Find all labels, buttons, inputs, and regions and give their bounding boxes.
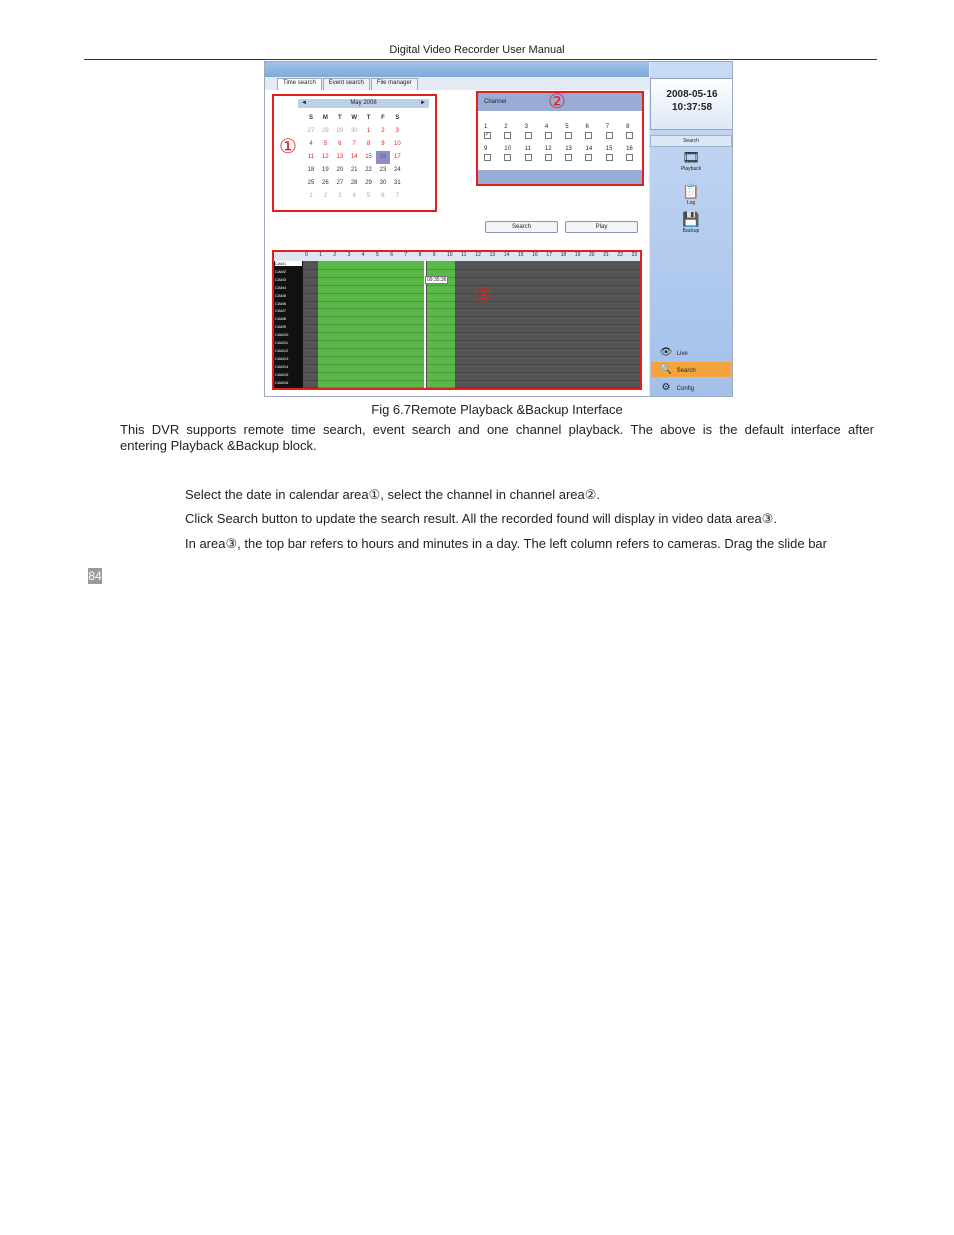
hour-tick-label: 11 xyxy=(461,252,467,258)
playback-icon: 🎞 xyxy=(682,149,700,165)
tab-event-search[interactable]: Event search xyxy=(323,78,370,90)
prev-month-icon[interactable]: ◄ xyxy=(301,100,307,106)
channel-number: 6 xyxy=(585,124,589,130)
magnifier-icon: 🔍 xyxy=(659,364,673,375)
cursor-time-label: 09:35:36 xyxy=(427,277,447,283)
channel-area xyxy=(476,91,644,186)
day-of-week-label: S xyxy=(395,115,400,121)
channel-number: 7 xyxy=(605,124,610,130)
channel-checkbox[interactable] xyxy=(606,154,613,161)
clock-display xyxy=(650,78,733,130)
calendar-day[interactable]: 6 xyxy=(381,193,385,199)
calendar-day[interactable]: 26 xyxy=(322,180,329,186)
channel-title: Channel xyxy=(484,99,507,105)
calendar-day[interactable]: 24 xyxy=(394,167,401,173)
hour-tick-label: 3 xyxy=(347,252,351,258)
camera-label[interactable]: CAM13 xyxy=(275,355,289,361)
calendar-day[interactable]: 7 xyxy=(352,141,356,147)
calendar-day[interactable]: 29 xyxy=(336,128,344,134)
log-label: Log xyxy=(686,200,696,206)
camera-row-divider xyxy=(303,387,640,388)
channel-checkbox-item[interactable] xyxy=(545,145,565,161)
nav-config[interactable] xyxy=(651,380,731,395)
hour-tick-label: 2 xyxy=(333,252,337,258)
intro-paragraph-line2: entering Playback &Backup block. xyxy=(120,438,317,453)
channel-checkbox[interactable] xyxy=(585,154,592,161)
playback-item[interactable] xyxy=(676,148,706,172)
tab-file-manager[interactable]: File manager xyxy=(371,78,418,90)
channel-checkbox-item[interactable] xyxy=(565,145,585,161)
camera-label[interactable]: CAM15 xyxy=(275,371,289,377)
nav-live[interactable] xyxy=(651,345,731,360)
header-title: Digital Video Recorder User Manual xyxy=(389,44,565,56)
camera-label[interactable]: CAM2 xyxy=(275,268,287,274)
camera-label[interactable]: CAM12 xyxy=(275,347,289,353)
calendar-grid xyxy=(304,112,434,203)
hour-tick-label: 15 xyxy=(518,252,524,258)
calendar-day[interactable]: 30 xyxy=(350,128,358,134)
camera-row-divider xyxy=(303,293,640,294)
camera-column xyxy=(274,261,303,388)
camera-row-divider xyxy=(303,301,640,302)
calendar-day[interactable]: 20 xyxy=(336,167,344,173)
channel-number: 4 xyxy=(544,124,549,130)
channel-checkbox[interactable] xyxy=(525,154,532,161)
channel-checkbox[interactable] xyxy=(545,154,552,161)
calendar-day[interactable]: 1 xyxy=(366,128,371,134)
hour-tick-label: 5 xyxy=(376,252,379,258)
calendar-day[interactable]: 13 xyxy=(336,154,344,160)
channel-checkbox-item[interactable] xyxy=(525,123,545,139)
camera-row-divider xyxy=(303,308,640,309)
channel-checkbox-item[interactable] xyxy=(484,145,504,161)
calendar-day[interactable]: 28 xyxy=(322,128,329,134)
list-item: Select the date in calendar area①, select the channel in channel area②. xyxy=(185,487,601,502)
hour-tick-label: 1 xyxy=(319,252,322,258)
day-of-week-label: W xyxy=(351,115,357,121)
calendar-day[interactable]: 11 xyxy=(307,154,315,160)
camera-label[interactable]: CAM7 xyxy=(275,308,287,314)
channel-checkbox-item[interactable] xyxy=(565,123,585,139)
camera-label[interactable]: CAM14 xyxy=(275,363,289,369)
calendar-day[interactable]: 4 xyxy=(309,141,313,147)
calendar-day[interactable]: 8 xyxy=(366,141,371,147)
channel-number: 8 xyxy=(626,124,630,130)
day-of-week-label: T xyxy=(366,115,371,121)
camera-label[interactable]: CAM1 xyxy=(275,261,302,266)
calendar-day[interactable]: 21 xyxy=(350,167,358,173)
day-of-week-label: T xyxy=(337,115,342,121)
dvr-screenshot-figure xyxy=(264,61,733,397)
calendar-day[interactable]: 28 xyxy=(350,180,358,186)
eye-icon: 👁 xyxy=(659,347,673,358)
calendar-day[interactable]: 5 xyxy=(366,193,371,199)
channel-number: 11 xyxy=(524,146,531,152)
channel-checkbox[interactable] xyxy=(565,132,572,139)
channel-checkbox-item[interactable] xyxy=(504,123,524,139)
calendar-day[interactable]: 17 xyxy=(394,154,401,160)
calendar-day[interactable]: 6 xyxy=(338,141,342,147)
channel-checkbox-item[interactable] xyxy=(545,123,565,139)
channel-checkbox-item[interactable] xyxy=(606,123,626,139)
hour-tick-label: 20 xyxy=(589,252,595,258)
calendar-day[interactable]: 27 xyxy=(307,128,315,134)
calendar-day[interactable]: 31 xyxy=(394,180,401,186)
channel-checkbox[interactable] xyxy=(626,154,633,161)
channel-checkbox[interactable] xyxy=(525,132,532,139)
side-panel xyxy=(650,62,732,396)
main-panel xyxy=(265,90,649,396)
calendar-day[interactable]: 27 xyxy=(336,180,344,186)
next-month-icon[interactable]: ► xyxy=(420,100,426,106)
hour-tick-label: 17 xyxy=(546,252,552,258)
channel-checkbox-item[interactable] xyxy=(606,145,626,161)
camera-row-divider xyxy=(303,348,640,349)
playback-label: Playback xyxy=(680,166,702,172)
camera-label[interactable]: CAM10 xyxy=(275,332,289,338)
hour-tick-label: 9 xyxy=(432,252,436,258)
calendar-day[interactable]: 2 xyxy=(323,193,328,199)
list-item: In area③, the top bar refers to hours and minutes in a day. The left column refers to cameras. Drag the slide bar xyxy=(185,536,827,551)
camera-row-divider xyxy=(303,316,640,317)
config-icon: ⚙ xyxy=(661,382,671,393)
channel-footer xyxy=(478,170,642,184)
channel-checkbox[interactable] xyxy=(484,154,491,161)
hour-tick-label: 13 xyxy=(489,252,496,258)
channel-checkbox[interactable] xyxy=(626,132,633,139)
area-marker-3: ③ xyxy=(474,285,492,307)
camera-label[interactable]: CAM8 xyxy=(275,316,287,322)
log-item[interactable] xyxy=(676,182,706,206)
channel-checkbox-item[interactable] xyxy=(484,123,504,139)
camera-row-divider xyxy=(303,277,640,278)
nav-search[interactable] xyxy=(651,362,731,377)
calendar-day[interactable]: 19 xyxy=(322,167,329,173)
camera-row-divider xyxy=(303,372,640,373)
backup-item[interactable] xyxy=(676,210,706,234)
channel-number: 1 xyxy=(484,124,488,130)
hour-ruler[interactable] xyxy=(274,252,640,261)
list-item: Click Search button to update the search result. All the recorded found will display in video data area③. xyxy=(185,511,777,526)
calendar-day[interactable]: 10 xyxy=(394,141,401,147)
channel-checkbox[interactable] xyxy=(545,132,552,139)
channel-number: 14 xyxy=(585,146,593,152)
camera-row-divider xyxy=(303,332,640,333)
camera-row-divider xyxy=(303,356,640,357)
calendar-day[interactable]: 25 xyxy=(307,180,315,186)
intro-paragraph-line1: This DVR supports remote time search, event search and one channel playback. The above is the default interface after xyxy=(120,422,874,437)
calendar-day[interactable]: 29 xyxy=(365,180,372,186)
side-section-title: Search xyxy=(650,135,732,147)
channel-checkbox[interactable] xyxy=(606,132,613,139)
backup-icon: 💾 xyxy=(682,211,700,227)
camera-row-divider xyxy=(303,269,640,270)
camera-label[interactable]: CAM9 xyxy=(275,324,287,330)
hour-tick-label: 7 xyxy=(404,252,408,258)
nav-search-label: Search xyxy=(676,368,696,374)
area-marker-1: ① xyxy=(279,136,297,158)
calendar-day[interactable]: 3 xyxy=(338,193,342,199)
channel-row xyxy=(484,123,646,139)
title-strip xyxy=(265,62,649,77)
hour-tick-label: 4 xyxy=(361,252,365,258)
camera-row-divider xyxy=(303,324,640,325)
calendar-day[interactable]: 16 xyxy=(376,151,390,164)
backup-label: Backup xyxy=(682,228,700,234)
calendar-day[interactable]: 2 xyxy=(381,128,385,134)
channel-number: 13 xyxy=(565,146,572,152)
camera-label[interactable]: CAM6 xyxy=(275,300,287,306)
video-data-area xyxy=(272,250,642,390)
calendar-day[interactable]: 7 xyxy=(395,193,400,199)
hour-tick-label: 23 xyxy=(631,252,638,258)
channel-checkbox-item[interactable] xyxy=(626,123,646,139)
camera-row-divider xyxy=(303,340,640,341)
hour-tick-label: 19 xyxy=(574,252,581,258)
channel-checkbox-item[interactable] xyxy=(585,123,605,139)
hour-tick-label: 22 xyxy=(617,252,623,258)
channel-checkbox[interactable] xyxy=(585,132,592,139)
hour-tick-label: 18 xyxy=(560,252,567,258)
camera-label[interactable]: CAM16 xyxy=(275,379,289,385)
channel-number: 15 xyxy=(605,146,613,152)
channel-number: 16 xyxy=(626,146,633,152)
hour-tick-label: 10 xyxy=(447,252,453,258)
camera-label[interactable]: CAM3 xyxy=(275,276,287,282)
area-marker-2: ② xyxy=(548,91,566,113)
log-icon: 📋 xyxy=(682,183,700,199)
nav-live-label: Live xyxy=(676,351,688,357)
calendar-day[interactable]: 9 xyxy=(381,141,385,147)
channel-number: 5 xyxy=(565,124,569,130)
calendar-day[interactable]: 15 xyxy=(365,154,372,160)
calendar-header xyxy=(298,99,429,108)
calendar-day[interactable]: 23 xyxy=(379,167,387,173)
calendar-day[interactable]: 22 xyxy=(365,167,372,173)
channel-number: 10 xyxy=(504,146,511,152)
camera-label[interactable]: CAM11 xyxy=(275,340,289,345)
calendar-month-label: May 2008 xyxy=(350,100,377,106)
hour-tick-label: 6 xyxy=(390,252,393,258)
hour-tick-label: 16 xyxy=(532,252,538,258)
channel-number: 9 xyxy=(484,146,488,152)
calendar-day[interactable]: 12 xyxy=(322,154,329,160)
channel-checkbox-item[interactable] xyxy=(585,145,605,161)
calendar-day[interactable]: 4 xyxy=(352,193,356,199)
header-rule xyxy=(84,59,877,60)
day-of-week-label: S xyxy=(308,115,313,121)
tab-time-search[interactable]: Time search xyxy=(277,78,322,90)
channel-row xyxy=(484,145,646,161)
nav-config-label: Config xyxy=(676,386,695,392)
tab-bar xyxy=(277,78,419,90)
camera-row-divider xyxy=(303,285,640,286)
channel-checkbox[interactable]: ✓ xyxy=(485,132,490,138)
calendar-day[interactable]: 30 xyxy=(379,180,387,186)
play-button[interactable]: Play xyxy=(565,221,638,233)
calendar-area xyxy=(272,94,437,212)
channel-checkbox-item[interactable] xyxy=(626,145,646,161)
channel-checkbox[interactable] xyxy=(504,154,511,161)
page-number: 84 xyxy=(88,569,102,583)
channel-number: 2 xyxy=(504,124,508,130)
calendar-day[interactable]: 18 xyxy=(307,167,315,173)
hour-tick-label: 8 xyxy=(418,252,422,258)
hour-tick-label: 0 xyxy=(305,252,308,258)
channel-checkbox[interactable] xyxy=(565,154,572,161)
channel-number: 3 xyxy=(524,124,528,130)
camera-row-divider xyxy=(303,380,640,381)
figure-caption: Fig 6.7Remote Playback &Backup Interface xyxy=(371,402,623,417)
hour-tick-label: 14 xyxy=(503,252,510,258)
hour-tick-label: 21 xyxy=(603,252,609,258)
day-of-week-label: F xyxy=(381,115,385,121)
camera-label[interactable]: CAM4 xyxy=(275,284,287,290)
calendar-day[interactable]: 1 xyxy=(309,193,313,199)
clock-date: 2008-05-16 xyxy=(666,89,718,100)
channel-checkbox-item[interactable] xyxy=(504,145,524,161)
search-button[interactable]: Search xyxy=(485,221,558,233)
day-of-week-label: M xyxy=(322,115,328,121)
camera-label[interactable]: CAM5 xyxy=(275,292,287,298)
camera-row-divider xyxy=(303,364,640,365)
channel-checkbox-item[interactable] xyxy=(525,145,545,161)
channel-number: 12 xyxy=(544,146,552,152)
clock-time: 10:37:58 xyxy=(671,102,713,113)
hour-tick-label: 12 xyxy=(475,252,481,258)
calendar-day[interactable]: 3 xyxy=(395,128,400,134)
calendar-day[interactable]: 14 xyxy=(350,154,358,160)
channel-checkbox[interactable] xyxy=(504,132,511,139)
calendar-day[interactable]: 5 xyxy=(323,141,328,147)
